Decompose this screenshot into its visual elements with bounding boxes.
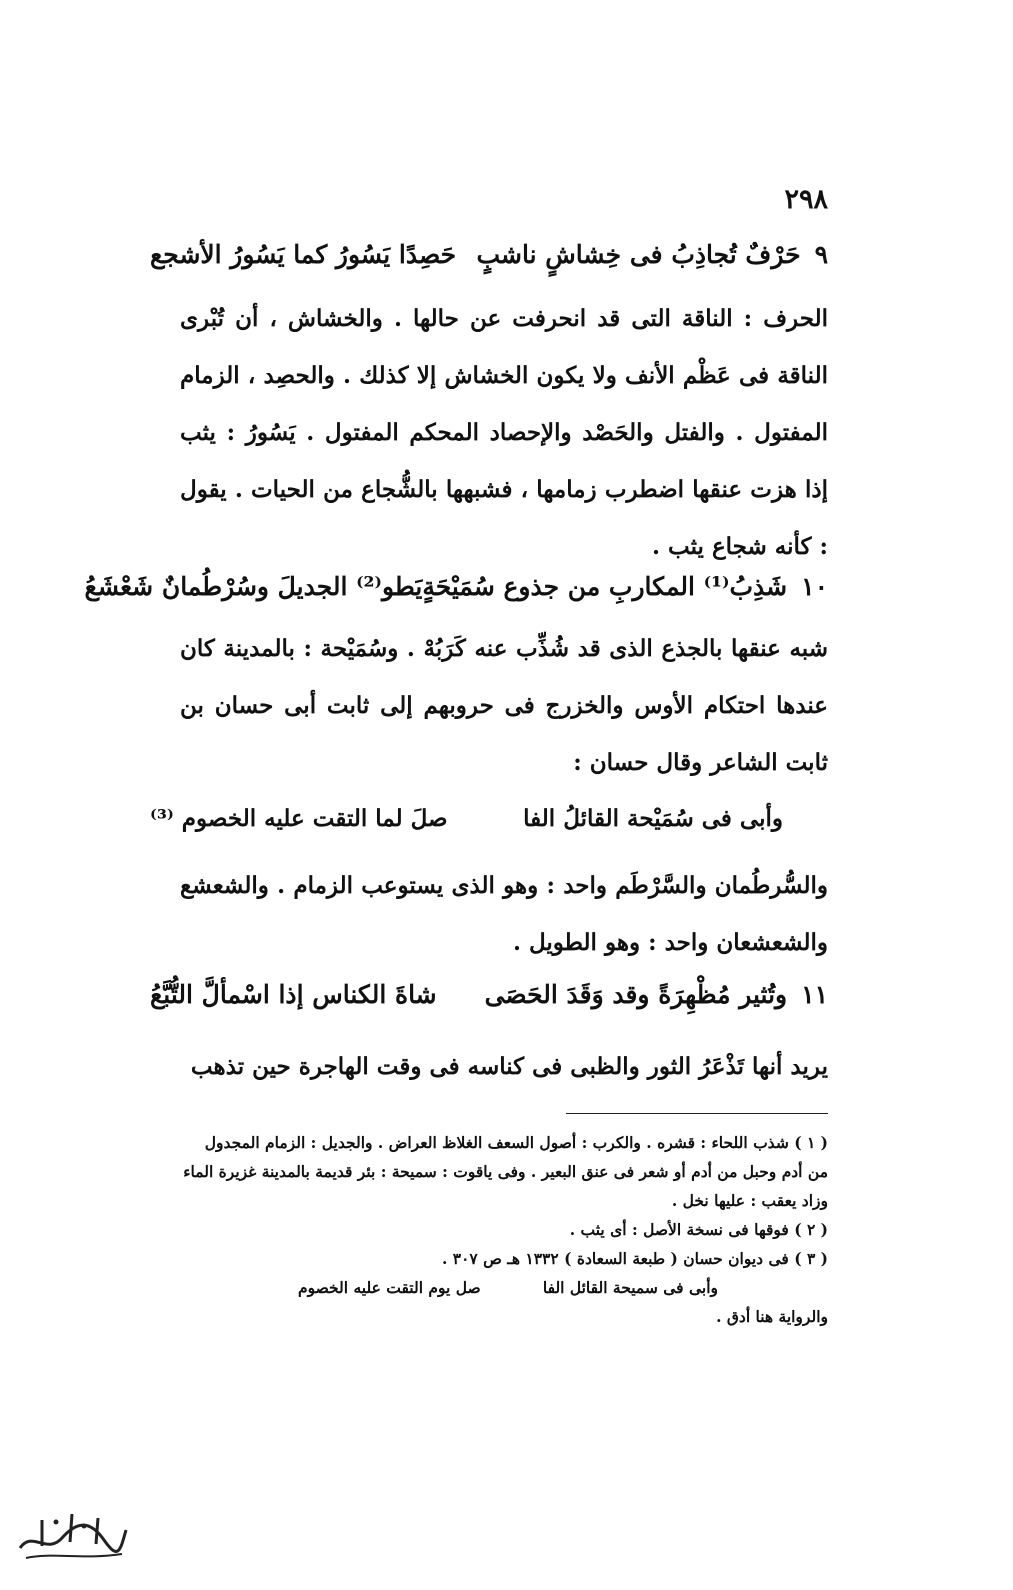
footnote-2: ( ٢ ) فوقها فى نسخة الأصل : أى يثب . <box>569 1220 828 1239</box>
verse-first-hemistich: حَرْفٌ تُجاذِبُ فى خِشاشٍ ناشبٍ <box>476 240 801 269</box>
footnote-divider <box>566 1113 828 1114</box>
page-number: ٢٩٨ <box>784 184 828 215</box>
quoted-verse <box>150 805 783 832</box>
verse-second-hemistich: حَصِدًا يَسُورُ كما يَسُورُ الأشجع <box>150 240 457 269</box>
commentary-paragraph: شبه عنقها بالجذع الذى قد شُذِّب عنه كَرَبُهْ . وسُمَيْحة : بالمدينة كان عندها احتكام الأوس والخزرج فى حروبهم إلى ثابت أبى حسان بن ثابت الشاعر وقال حسان : <box>180 635 828 776</box>
verse-11 <box>150 980 828 1009</box>
footnote-3: ( ٣ ) فى ديوان حسان ( طبعة السعادة ) ١٣٣٢ هـ ص ٣٠٧ . <box>441 1249 828 1268</box>
verse-first-hemistich: وأبى فى سُمَيْحة القائلُ الفا <box>523 805 783 832</box>
commentary-paragraph: يريد أنها تَذْعَرُ الثور والظبى فى كناسه فى وقت الهاجرة حين تذهب <box>190 1053 828 1080</box>
verse-10 <box>84 572 828 601</box>
verse-first-hemistich: شَذِبُ⁽¹⁾ المكاربِ من جذوع سُمَيْحَةٍ <box>422 572 788 601</box>
footnote-1: ( ١ ) شذب اللحاء : قشره . والكرب : أصول السعف الغلاظ العراض . والجديل : الزمام المجدول من أدم وحبل من أدم أو شعر فى عنق البعير . وفى ياقوت : سميحة : بئر قديمة بالمدينة غزيرة الماء وزاد يعقب : عليها نخل . <box>183 1133 828 1210</box>
footnotes <box>180 1128 828 1331</box>
verse-first-hemistich: وتُثير مُظْهِرَةً وقد وَقَدَ الحَصَى <box>484 980 788 1009</box>
verse-number: ١٠ <box>801 572 828 601</box>
footnote-verse <box>298 1273 718 1302</box>
verse-number: ١١ <box>801 980 828 1009</box>
verse-first-hemistich: وأبى فى سميحة القائل الفا <box>542 1278 718 1297</box>
commentary-paragraph: والسُّرطُمان والسَّرْطَم واحد : وهو الذى يستوعب الزمام . والشعشع والشعشعان واحد : وهو الطويل . <box>180 872 828 956</box>
footnote-closing: والرواية هنا أدق . <box>716 1307 828 1326</box>
verse-9 <box>150 240 828 269</box>
verse-second-hemistich: صلَ لما التقت عليه الخصوم ⁽³⁾ <box>150 805 448 832</box>
commentary-paragraph: الحرف : الناقة التى قد انحرفت عن حالها . والخشاش ، أن تُبْرى الناقة فى عَظْم الأنف ولا يكون الخشاش إلا كذلك . والحصِد ، الزمام المفتول . والفتل والحَصْد والإحصاد المحكم المفتول . يَسُورُ : يثب إذا هزت عنقها اضطرب زمامها ، فشبهها بالشُّجاع من الحيات . يقول : كأنه شجاع يثب . <box>180 305 828 560</box>
verse-second-hemistich: شاةَ الكناس إذا اسْمألَّ التُّبَّعُ <box>150 980 437 1009</box>
verse-number: ٩ <box>814 240 828 269</box>
library-stamp-logo <box>12 1500 132 1570</box>
verse-second-hemistich: يَطو⁽²⁾ الجديلَ وسُرْطُمانٌ شَعْشَعُ <box>84 572 423 601</box>
verse-second-hemistich: صل يوم التقت عليه الخصوم <box>298 1278 481 1297</box>
